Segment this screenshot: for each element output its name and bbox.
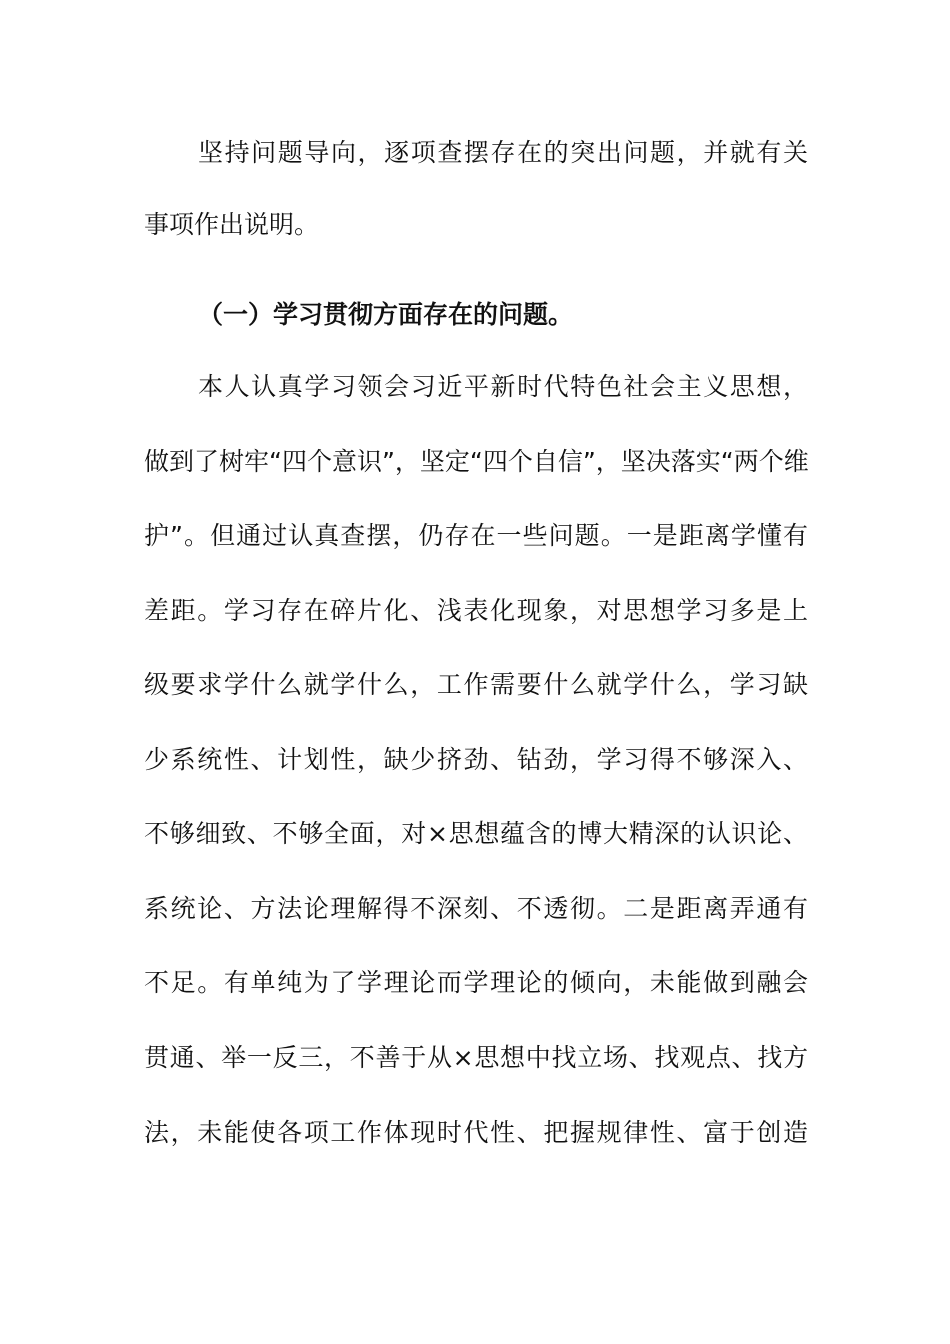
paragraph-line: 坚持问题导向，逐项查摆存在的突出问题，并就有关 [198, 138, 808, 167]
paragraph-line: 系统论、方法论理解得不深刻、不透彻。二是距离弄通有 [144, 894, 808, 923]
paragraph-line: 不够细致、不够全面，对×思想蕴含的博大精深的认识论、 [144, 819, 808, 848]
paragraph-line: 贯通、举一反三，不善于从×思想中找立场、找观点、找方 [144, 1043, 808, 1072]
paragraph-line: 事项作出说明。 [144, 210, 320, 239]
paragraph-line: 法，未能使各项工作体现时代性、把握规律性、富于创造 [144, 1118, 808, 1147]
paragraph-line: 护”。但通过认真查摆，仍存在一些问题。一是距离学懂有 [144, 521, 808, 550]
paragraph-line: 本人认真学习领会习近平新时代特色社会主义思想， [198, 372, 808, 401]
paragraph-line: 级要求学什么就学什么，工作需要什么就学什么，学习缺 [144, 670, 808, 699]
paragraph-line: 少系统性、计划性，缺少挤劲、钻劲，学习得不够深入、 [144, 745, 808, 774]
paragraph-line: 差距。学习存在碎片化、浅表化现象，对思想学习多是上 [144, 596, 808, 625]
paragraph-line: 不足。有单纯为了学理论而学理论的倾向，未能做到融会 [144, 968, 808, 997]
section-heading: （一）学习贯彻方面存在的问题。 [198, 300, 574, 329]
paragraph-line: 做到了树牢“四个意识”，坚定“四个自信”，坚决落实“两个维 [144, 447, 809, 476]
